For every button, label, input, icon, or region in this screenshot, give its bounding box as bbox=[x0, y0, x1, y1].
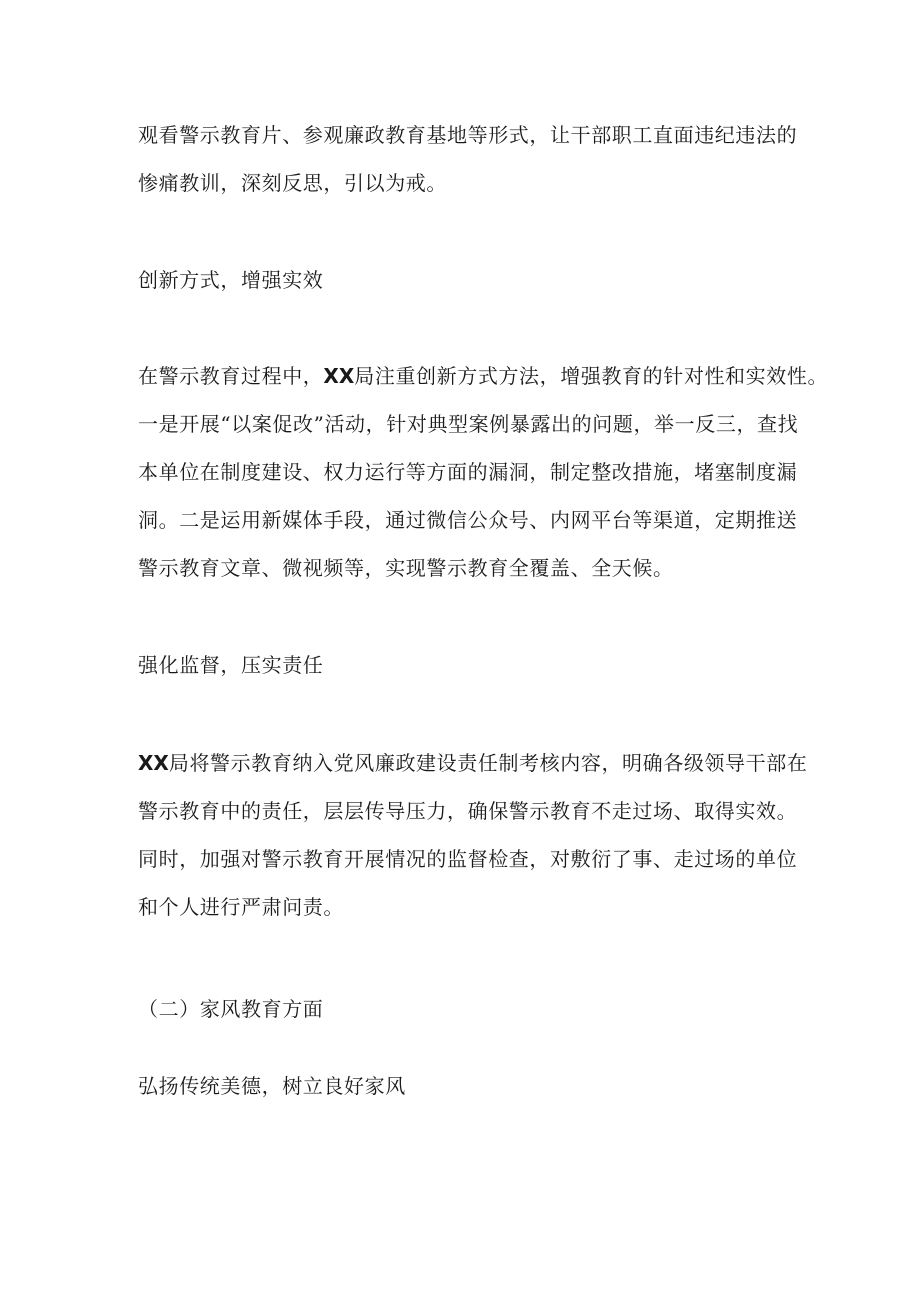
section-heading-supervision: 强化监督，压实责任 bbox=[138, 653, 324, 677]
line-rest: 局注重创新方式方法，增强教育的针对性和实效性。 bbox=[354, 364, 829, 388]
paragraph-line: 本单位在制度建设、权力运行等方面的漏洞，制定整改措施，堵塞制度漏 bbox=[138, 460, 798, 484]
paragraph-line: 一是开展“以案促改”活动，针对典型案例暴露出的问题，举一反三，查找 bbox=[138, 412, 799, 436]
paragraph-line: 和个人进行严肃问责。 bbox=[138, 895, 344, 919]
line-prefix: 在警示教育过程中， bbox=[138, 364, 324, 388]
section-heading-innovation: 创新方式，增强实效 bbox=[138, 268, 324, 292]
org-name: XX bbox=[138, 751, 169, 775]
paragraph-line: 同时，加强对警示教育开展情况的监督检查，对敷衍了事、走过场的单位 bbox=[138, 847, 798, 871]
section-subheading-family: 弘扬传统美德，树立良好家风 bbox=[138, 1074, 406, 1098]
paragraph-line bbox=[138, 360, 829, 392]
section-heading-family: （二）家风教育方面 bbox=[138, 997, 324, 1021]
paragraph-line: 警示教育文章、微视频等，实现警示教育全覆盖、全天候。 bbox=[138, 556, 674, 580]
innovation-paragraph bbox=[138, 360, 829, 584]
paragraph-line: 警示教育中的责任，层层传导压力，确保警示教育不走过场、取得实效。 bbox=[138, 799, 798, 823]
paragraph-line: 观看警示教育片、参观廉政教育基地等形式，让干部职工直面违纪违法的 bbox=[138, 123, 798, 147]
paragraph-line bbox=[138, 747, 808, 779]
paragraph-line: 洞。二是运用新媒体手段，通过微信公众号、内网平台等渠道，定期推送 bbox=[138, 508, 798, 532]
line-rest: 局将警示教育纳入党风廉政建设责任制考核内容，明确各级领导干部在 bbox=[168, 751, 808, 775]
intro-paragraph bbox=[138, 119, 798, 199]
paragraph-line: 惨痛教训，深刻反思，引以为戒。 bbox=[138, 171, 447, 195]
org-name: XX bbox=[323, 364, 355, 388]
supervision-paragraph bbox=[138, 747, 808, 923]
